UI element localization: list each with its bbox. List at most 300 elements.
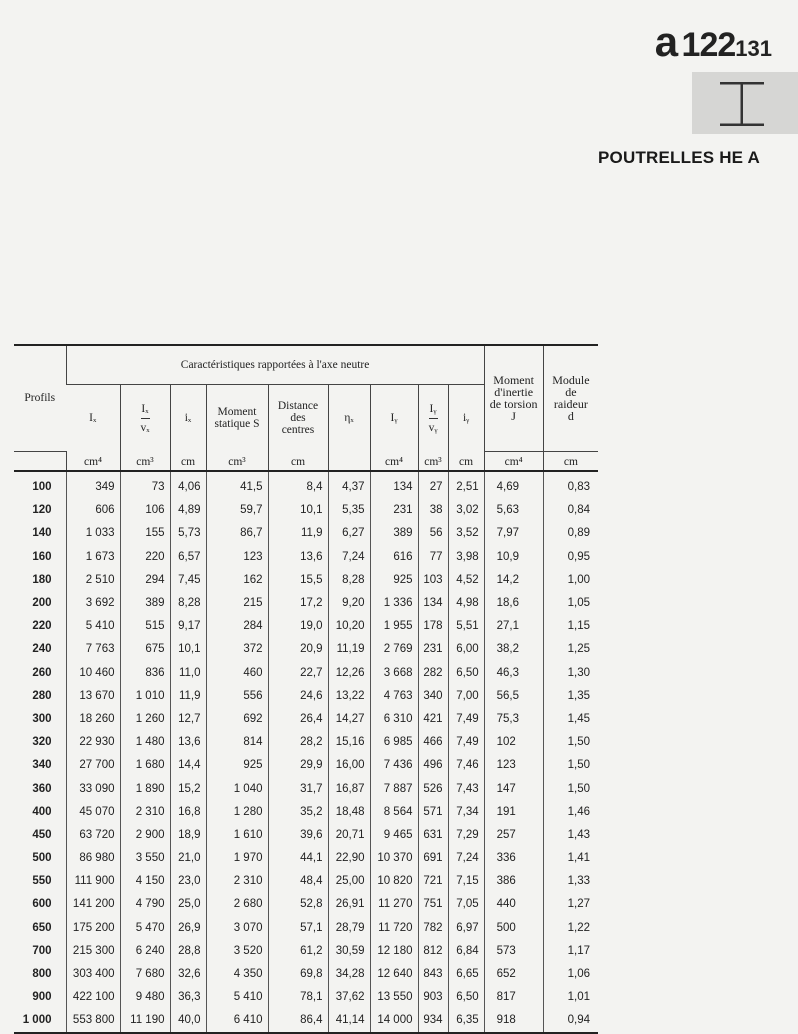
value-cell: 106	[120, 499, 170, 522]
unit-cell: cm	[448, 451, 484, 471]
value-cell: 3 668	[370, 661, 418, 684]
value-cell: 26,4	[268, 707, 328, 730]
value-cell: 573	[484, 939, 543, 962]
col-header-eta: ηₓ	[328, 385, 370, 452]
table-row	[14, 800, 598, 823]
value-cell: 814	[206, 731, 268, 754]
value-cell: 6 310	[370, 707, 418, 730]
value-cell: 8,28	[170, 591, 206, 614]
profile-cell: 400	[32, 805, 52, 818]
value-cell: 3 550	[120, 847, 170, 870]
value-cell: 5 410	[206, 986, 268, 1009]
value-cell: 782	[418, 916, 448, 939]
frac-num: Iᵧ	[429, 402, 437, 415]
value-cell: 162	[206, 568, 268, 591]
value-cell: 7,49	[448, 731, 484, 754]
value-cell: 303 400	[66, 962, 120, 985]
col-header-raideur: Module de raideur d	[543, 345, 598, 451]
value-cell: 27 700	[66, 754, 120, 777]
value-cell: 3,02	[448, 499, 484, 522]
value-cell: 215 300	[66, 939, 120, 962]
profile-cell: 650	[32, 921, 52, 934]
value-cell: 1 673	[66, 545, 120, 568]
value-cell: 1,27	[543, 893, 598, 916]
value-cell: 4,06	[170, 471, 206, 499]
value-cell: 1 970	[206, 847, 268, 870]
value-cell: 231	[370, 499, 418, 522]
value-cell: 7,15	[448, 870, 484, 893]
value-cell: 925	[370, 568, 418, 591]
value-cell: 556	[206, 684, 268, 707]
value-cell: 103	[418, 568, 448, 591]
table-row	[14, 962, 598, 985]
frac-den: vₓ	[140, 421, 150, 434]
value-cell: 389	[120, 591, 170, 614]
value-cell: 1,17	[543, 939, 598, 962]
value-cell: 10,1	[170, 638, 206, 661]
value-cell: 39,6	[268, 823, 328, 846]
table-row	[14, 684, 598, 707]
value-cell: 86,7	[206, 522, 268, 545]
value-cell: 18,6	[484, 591, 543, 614]
table-row	[14, 707, 598, 730]
value-cell: 12,7	[170, 707, 206, 730]
value-cell: 14,4	[170, 754, 206, 777]
value-cell: 0,89	[543, 522, 598, 545]
value-cell: 1,50	[543, 777, 598, 800]
unit-cell	[14, 451, 66, 471]
value-cell: 155	[120, 522, 170, 545]
value-cell: 918	[484, 1009, 543, 1033]
value-cell: 46,3	[484, 661, 543, 684]
value-cell: 21,0	[170, 847, 206, 870]
table-row	[14, 471, 598, 499]
i-beam-icon	[716, 78, 776, 130]
value-cell: 102	[484, 731, 543, 754]
profile-cell: 450	[32, 828, 52, 841]
value-cell: 63 720	[66, 823, 120, 846]
value-cell: 1 480	[120, 731, 170, 754]
value-cell: 2 680	[206, 893, 268, 916]
value-cell: 4,69	[484, 471, 543, 499]
value-cell: 77	[418, 545, 448, 568]
value-cell: 1,43	[543, 823, 598, 846]
value-cell: 15,5	[268, 568, 328, 591]
value-cell: 27,1	[484, 615, 543, 638]
value-cell: 9 480	[120, 986, 170, 1009]
table-row	[14, 661, 598, 684]
value-cell: 553 800	[66, 1009, 120, 1033]
value-cell: 38,2	[484, 638, 543, 661]
value-cell: 460	[206, 661, 268, 684]
value-cell: 220	[120, 545, 170, 568]
value-cell: 61,2	[268, 939, 328, 962]
table-row	[14, 522, 598, 545]
value-cell: 11 190	[120, 1009, 170, 1033]
value-cell: 5,73	[170, 522, 206, 545]
value-cell: 691	[418, 847, 448, 870]
value-cell: 1,41	[543, 847, 598, 870]
value-cell: 934	[418, 1009, 448, 1033]
table-row	[14, 916, 598, 939]
table-row	[14, 615, 598, 638]
col-header-torsion: Moment d'inertie de torsion J	[484, 345, 543, 451]
value-cell: 496	[418, 754, 448, 777]
value-cell: 0,95	[543, 545, 598, 568]
value-cell: 1,30	[543, 661, 598, 684]
value-cell: 191	[484, 800, 543, 823]
value-cell: 25,0	[170, 893, 206, 916]
profile-cell: 1 000	[14, 1009, 66, 1033]
value-cell: 4,98	[448, 591, 484, 614]
value-cell: 86,4	[268, 1009, 328, 1033]
value-cell: 294	[120, 568, 170, 591]
table-row	[14, 847, 598, 870]
value-cell: 215	[206, 591, 268, 614]
profile-cell: 180	[32, 573, 52, 586]
value-cell: 616	[370, 545, 418, 568]
value-cell: 1 955	[370, 615, 418, 638]
value-cell: 6,65	[448, 962, 484, 985]
value-cell: 86 980	[66, 847, 120, 870]
profile-cell: 360	[32, 782, 52, 795]
value-cell: 4 763	[370, 684, 418, 707]
units-row	[14, 451, 598, 471]
value-cell: 28,79	[328, 916, 370, 939]
value-cell: 11,0	[170, 661, 206, 684]
value-cell: 7,00	[448, 684, 484, 707]
value-cell: 8,28	[328, 568, 370, 591]
value-cell: 18,48	[328, 800, 370, 823]
value-cell: 41,14	[328, 1009, 370, 1033]
value-cell: 1,15	[543, 615, 598, 638]
profile-cell: 280	[32, 689, 52, 702]
value-cell: 40,0	[170, 1009, 206, 1033]
value-cell: 817	[484, 986, 543, 1009]
profile-cell: 900	[32, 991, 52, 1004]
unit-cell: cm⁴	[66, 451, 120, 471]
profile-cell: 260	[32, 666, 52, 679]
value-cell: 7,24	[328, 545, 370, 568]
value-cell: 7,45	[170, 568, 206, 591]
value-cell: 78,1	[268, 986, 328, 1009]
unit-cell: cm	[268, 451, 328, 471]
value-cell: 16,8	[170, 800, 206, 823]
value-cell: 10,9	[484, 545, 543, 568]
value-cell: 1,22	[543, 916, 598, 939]
profile-cell: 120	[32, 504, 52, 517]
value-cell: 1,50	[543, 754, 598, 777]
value-cell: 27	[418, 471, 448, 499]
table-row	[14, 893, 598, 916]
value-cell: 5,35	[328, 499, 370, 522]
col-header-distance: Distance des centres	[268, 385, 328, 452]
value-cell: 500	[484, 916, 543, 939]
value-cell: 812	[418, 939, 448, 962]
value-cell: 7 763	[66, 638, 120, 661]
value-cell: 3 070	[206, 916, 268, 939]
table-row	[14, 1009, 598, 1033]
table-row	[14, 499, 598, 522]
value-cell: 35,2	[268, 800, 328, 823]
value-cell: 57,1	[268, 916, 328, 939]
value-cell: 515	[120, 615, 170, 638]
value-cell: 6,50	[448, 661, 484, 684]
col-header-iy: iᵧ	[448, 385, 484, 452]
profile-cell: 100	[32, 481, 52, 494]
profile-cell: 600	[32, 898, 52, 911]
code-sub: 131	[735, 36, 772, 61]
value-cell: 751	[418, 893, 448, 916]
unit-cell: cm³	[120, 451, 170, 471]
value-cell: 29,9	[268, 754, 328, 777]
col-header-Iy-vy	[418, 385, 448, 452]
value-cell: 340	[418, 684, 448, 707]
value-cell: 692	[206, 707, 268, 730]
value-cell: 22 930	[66, 731, 120, 754]
value-cell: 33 090	[66, 777, 120, 800]
value-cell: 3 692	[66, 591, 120, 614]
profile-cell: 800	[32, 968, 52, 981]
unit-cell: cm	[170, 451, 206, 471]
value-cell: 10 460	[66, 661, 120, 684]
value-cell: 1 610	[206, 823, 268, 846]
value-cell: 10,20	[328, 615, 370, 638]
value-cell: 1,01	[543, 986, 598, 1009]
value-cell: 1,45	[543, 707, 598, 730]
table-body	[14, 471, 598, 1034]
table-row	[14, 568, 598, 591]
value-cell: 16,00	[328, 754, 370, 777]
value-cell: 18,9	[170, 823, 206, 846]
document-title: POUTRELLES HE A	[598, 148, 760, 167]
table-row	[14, 870, 598, 893]
table-row	[14, 823, 598, 846]
value-cell: 15,16	[328, 731, 370, 754]
value-cell: 9,20	[328, 591, 370, 614]
value-cell: 9,17	[170, 615, 206, 638]
value-cell: 13,6	[170, 731, 206, 754]
value-cell: 22,90	[328, 847, 370, 870]
value-cell: 69,8	[268, 962, 328, 985]
value-cell: 6,57	[170, 545, 206, 568]
table-row	[14, 986, 598, 1009]
value-cell: 48,4	[268, 870, 328, 893]
value-cell: 7 887	[370, 777, 418, 800]
profile-cell: 340	[32, 759, 52, 772]
value-cell: 5,63	[484, 499, 543, 522]
value-cell: 3 520	[206, 939, 268, 962]
code-prefix: a	[654, 18, 678, 65]
value-cell: 284	[206, 615, 268, 638]
value-cell: 10 820	[370, 870, 418, 893]
value-cell: 24,6	[268, 684, 328, 707]
value-cell: 7,34	[448, 800, 484, 823]
value-cell: 2 310	[120, 800, 170, 823]
value-cell: 14 000	[370, 1009, 418, 1033]
value-cell: 6,00	[448, 638, 484, 661]
value-cell: 836	[120, 661, 170, 684]
value-cell: 421	[418, 707, 448, 730]
value-cell: 372	[206, 638, 268, 661]
value-cell: 4 790	[120, 893, 170, 916]
value-cell: 13,22	[328, 684, 370, 707]
value-cell: 1 890	[120, 777, 170, 800]
value-cell: 178	[418, 615, 448, 638]
value-cell: 7,43	[448, 777, 484, 800]
value-cell: 4,89	[170, 499, 206, 522]
value-cell: 257	[484, 823, 543, 846]
profile-cell: 700	[32, 944, 52, 957]
value-cell: 571	[418, 800, 448, 823]
value-cell: 1,06	[543, 962, 598, 985]
value-cell: 6,97	[448, 916, 484, 939]
value-cell: 2 510	[66, 568, 120, 591]
value-cell: 440	[484, 893, 543, 916]
table-row	[14, 939, 598, 962]
value-cell: 14,27	[328, 707, 370, 730]
value-cell: 6,27	[328, 522, 370, 545]
profile-cell: 200	[32, 597, 52, 610]
value-cell: 10,1	[268, 499, 328, 522]
value-cell: 843	[418, 962, 448, 985]
value-cell: 34,28	[328, 962, 370, 985]
value-cell: 11,9	[170, 684, 206, 707]
value-cell: 0,83	[543, 471, 598, 499]
document-code	[655, 18, 772, 66]
value-cell: 349	[66, 471, 120, 499]
value-cell: 5 410	[66, 615, 120, 638]
value-cell: 3,98	[448, 545, 484, 568]
profile-cell: 320	[32, 736, 52, 749]
unit-cell: cm⁴	[370, 451, 418, 471]
value-cell: 8 564	[370, 800, 418, 823]
col-header-ix: iₓ	[170, 385, 206, 452]
col-header-Ix-vx	[120, 385, 170, 452]
value-cell: 134	[418, 591, 448, 614]
profile-cell: 160	[32, 550, 52, 563]
value-cell: 134	[370, 471, 418, 499]
value-cell: 17,2	[268, 591, 328, 614]
value-cell: 1,05	[543, 591, 598, 614]
value-cell: 59,7	[206, 499, 268, 522]
value-cell: 6,84	[448, 939, 484, 962]
profile-cell: 300	[32, 712, 52, 725]
value-cell: 7 680	[120, 962, 170, 985]
value-cell: 652	[484, 962, 543, 985]
value-cell: 231	[418, 638, 448, 661]
value-cell: 526	[418, 777, 448, 800]
value-cell: 3,52	[448, 522, 484, 545]
value-cell: 22,7	[268, 661, 328, 684]
value-cell: 13 550	[370, 986, 418, 1009]
value-cell: 56,5	[484, 684, 543, 707]
value-cell: 7,49	[448, 707, 484, 730]
value-cell: 0,84	[543, 499, 598, 522]
value-cell: 1 260	[120, 707, 170, 730]
value-cell: 13,6	[268, 545, 328, 568]
value-cell: 123	[484, 754, 543, 777]
value-cell: 11,19	[328, 638, 370, 661]
value-cell: 4,52	[448, 568, 484, 591]
value-cell: 6,50	[448, 986, 484, 1009]
code-main: 122	[681, 26, 736, 64]
value-cell: 44,1	[268, 847, 328, 870]
col-header-Iy: Iᵧ	[370, 385, 418, 452]
value-cell: 1,25	[543, 638, 598, 661]
value-cell: 606	[66, 499, 120, 522]
group-header: Caractéristiques rapportées à l'axe neutre	[66, 345, 484, 385]
value-cell: 38	[418, 499, 448, 522]
value-cell: 0,94	[543, 1009, 598, 1033]
value-cell: 19,0	[268, 615, 328, 638]
value-cell: 1 010	[120, 684, 170, 707]
value-cell: 466	[418, 731, 448, 754]
value-cell: 6 410	[206, 1009, 268, 1033]
value-cell: 10 370	[370, 847, 418, 870]
value-cell: 6 985	[370, 731, 418, 754]
value-cell: 389	[370, 522, 418, 545]
value-cell: 11,9	[268, 522, 328, 545]
value-cell: 1 280	[206, 800, 268, 823]
table-row	[14, 638, 598, 661]
value-cell: 123	[206, 545, 268, 568]
value-cell: 1,33	[543, 870, 598, 893]
table-row	[14, 754, 598, 777]
value-cell: 2 310	[206, 870, 268, 893]
value-cell: 9 465	[370, 823, 418, 846]
value-cell: 45 070	[66, 800, 120, 823]
frac-den: vᵧ	[428, 421, 438, 434]
value-cell: 14,2	[484, 568, 543, 591]
value-cell: 7 436	[370, 754, 418, 777]
value-cell: 1 336	[370, 591, 418, 614]
value-cell: 631	[418, 823, 448, 846]
value-cell: 7,46	[448, 754, 484, 777]
value-cell: 28,8	[170, 939, 206, 962]
value-cell: 13 670	[66, 684, 120, 707]
value-cell: 56	[418, 522, 448, 545]
value-cell: 5,51	[448, 615, 484, 638]
value-cell: 1,46	[543, 800, 598, 823]
value-cell: 26,9	[170, 916, 206, 939]
value-cell: 6,35	[448, 1009, 484, 1033]
value-cell: 2 900	[120, 823, 170, 846]
value-cell: 20,9	[268, 638, 328, 661]
value-cell: 7,29	[448, 823, 484, 846]
value-cell: 73	[120, 471, 170, 499]
value-cell: 1 680	[120, 754, 170, 777]
value-cell: 175 200	[66, 916, 120, 939]
table-row	[14, 731, 598, 754]
value-cell: 6 240	[120, 939, 170, 962]
value-cell: 4 350	[206, 962, 268, 985]
value-cell: 386	[484, 870, 543, 893]
value-cell: 41,5	[206, 471, 268, 499]
value-cell: 1 040	[206, 777, 268, 800]
profile-table	[14, 344, 598, 1034]
col-header-moment-statique: Moment statique S	[206, 385, 268, 452]
table-row	[14, 777, 598, 800]
unit-cell: cm³	[418, 451, 448, 471]
value-cell: 25,00	[328, 870, 370, 893]
value-cell: 5 470	[120, 916, 170, 939]
value-cell: 1 033	[66, 522, 120, 545]
value-cell: 31,7	[268, 777, 328, 800]
value-cell: 12,26	[328, 661, 370, 684]
profile-cell: 220	[32, 620, 52, 633]
unit-cell: cm	[543, 451, 598, 471]
